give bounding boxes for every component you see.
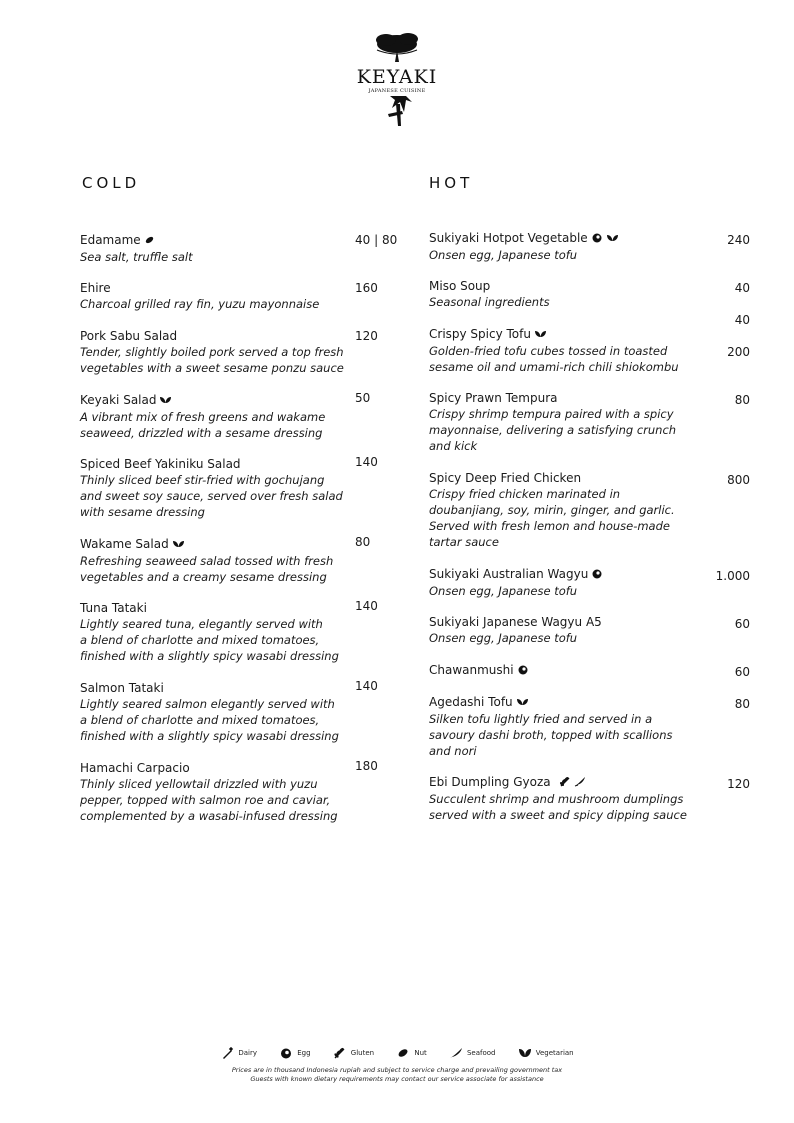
- brand-tagline: JAPANESE CUISINE: [368, 88, 426, 94]
- item-name: Sukiyaki Australian Wagyu: [429, 567, 589, 581]
- section-title-hot: HOT: [429, 174, 474, 192]
- legend-label: Egg: [297, 1049, 311, 1057]
- item-price: 40: [734, 281, 750, 295]
- legend-item: [333, 1047, 374, 1059]
- egg-icon: [591, 567, 603, 583]
- item-name: Hamachi Carpacio: [80, 761, 190, 775]
- vegetarian-icon: [606, 231, 619, 247]
- legend-item: [279, 1047, 310, 1059]
- footer-note-dietary: Guests with known dietary requirements may contact our service associate for assistance: [250, 1075, 544, 1083]
- vegetarian-icon: [516, 695, 529, 711]
- item-desc: pepper, topped with salmon roe and caviar,: [80, 793, 331, 807]
- item-desc: Served with fresh lemon and house-made: [429, 519, 670, 533]
- item-name: Salmon Tataki: [80, 681, 164, 695]
- menu-item: [429, 326, 679, 375]
- section-title-cold: COLD: [82, 174, 141, 192]
- item-desc: Refreshing seaweed salad tossed with fresh: [80, 553, 334, 568]
- item-name: Spicy Prawn Tempura: [429, 391, 558, 405]
- item-name: Keyaki Salad: [80, 393, 157, 407]
- item-desc: Onsen egg, Japanese tofu: [429, 631, 578, 645]
- item-name: Spicy Deep Fried Chicken: [429, 471, 582, 485]
- menu-item: [80, 232, 193, 265]
- menu-item: [429, 614, 602, 646]
- menu-item: [429, 694, 673, 759]
- menu-item: [80, 328, 344, 376]
- item-name: Spiced Beef Yakiniku Salad: [80, 457, 241, 471]
- gluten-icon: [333, 1047, 347, 1059]
- menu-item: [80, 760, 338, 824]
- gluten-icon: [559, 775, 571, 791]
- item-name: Edamame: [80, 233, 141, 247]
- menu-item: [429, 230, 619, 263]
- item-desc: tartar sauce: [429, 535, 499, 549]
- item-desc: and sweet soy sauce, served over fresh salad: [80, 489, 343, 503]
- item-desc: Charcoal grilled ray fin, yuzu mayonnaise: [80, 297, 320, 311]
- item-price: 120: [727, 777, 750, 791]
- legend-label: Nut: [414, 1049, 427, 1057]
- menu-item: [429, 390, 676, 454]
- egg-icon: [591, 231, 603, 247]
- item-desc: Sea salt, truffle salt: [80, 249, 193, 264]
- item-desc: doubanjiang, soy, mirin, ginger, and garlic.: [429, 503, 675, 517]
- legend-item: [518, 1047, 574, 1059]
- item-price: 80: [355, 535, 371, 549]
- item-desc: seaweed, drizzled with a sesame dressing: [80, 425, 323, 440]
- item-price: 800: [727, 473, 750, 487]
- item-desc: and kick: [429, 439, 478, 453]
- vegetarian-icon: [159, 393, 172, 409]
- item-desc: Crispy fried chicken marinated in: [429, 487, 621, 501]
- menu-item: [80, 280, 319, 312]
- item-desc: vegetables with a sweet sesame ponzu sauce: [80, 361, 344, 375]
- item-price: 40: [734, 313, 750, 327]
- legend-label: Seafood: [466, 1049, 496, 1057]
- seafood-icon: [574, 775, 586, 791]
- legend-label: Gluten: [350, 1049, 375, 1057]
- menu-item: [429, 278, 550, 310]
- vegetarian-icon: [172, 537, 185, 553]
- item-desc: finished with a slightly spicy wasabi dressing: [80, 729, 339, 743]
- item-price: 240: [727, 233, 750, 247]
- item-price: 140: [355, 455, 378, 469]
- item-desc: sesame oil and umami-rich chili shiokombu: [429, 359, 679, 374]
- item-desc: savoury dashi broth, topped with scallions: [429, 727, 673, 742]
- item-desc: Thinly sliced beef stir-fried with gochujang: [80, 473, 325, 487]
- item-price: 50: [355, 391, 371, 405]
- legend-item: [396, 1047, 426, 1059]
- dairy-icon: [220, 1047, 234, 1059]
- item-desc: a blend of charlotte and mixed tomatoes,: [80, 633, 320, 647]
- menu-item: [429, 774, 687, 823]
- item-price: 180: [355, 759, 378, 773]
- item-desc: Crispy shrimp tempura paired with a spicy: [429, 407, 674, 421]
- item-price: 40 | 80: [355, 233, 398, 247]
- item-desc: complemented by a wasabi-infused dressing: [80, 809, 338, 823]
- item-desc: Onsen egg, Japanese tofu: [429, 247, 578, 262]
- item-name: Sukiyaki Hotpot Vegetable: [429, 231, 588, 245]
- item-desc: Onsen egg, Japanese tofu: [429, 583, 578, 598]
- item-desc: served with a sweet and spicy dipping sauce: [429, 807, 687, 822]
- item-desc: Succulent shrimp and mushroom dumplings: [429, 791, 684, 806]
- egg-icon: [279, 1047, 293, 1059]
- menu-item: [429, 566, 603, 599]
- item-name: Ehire: [80, 281, 111, 295]
- item-price: 1.000: [715, 569, 750, 583]
- item-desc: Thinly sliced yellowtail drizzled with yuzu: [80, 777, 318, 791]
- item-price: 60: [734, 617, 750, 631]
- nut-icon: [144, 233, 155, 249]
- footer-note-prices: Prices are in thousand Indonesia rupiah and subject to service charge and prevailing government tax: [231, 1066, 563, 1074]
- item-price: 200: [727, 345, 750, 359]
- item-name: Wakame Salad: [80, 537, 169, 551]
- item-desc: and nori: [429, 743, 477, 758]
- allergen-legend: [0, 1047, 794, 1059]
- vegetarian-icon: [518, 1047, 532, 1059]
- item-desc: finished with a slightly spicy wasabi dressing: [80, 649, 339, 663]
- item-desc: Golden-fried tofu cubes tossed in toasted: [429, 343, 668, 358]
- item-price: 140: [355, 599, 378, 613]
- item-desc: with sesame dressing: [80, 505, 205, 519]
- legend-label: Dairy: [238, 1049, 258, 1057]
- item-desc: Lightly seared tuna, elegantly served with: [80, 617, 323, 631]
- menu-item: [429, 662, 529, 679]
- nut-icon: [396, 1047, 410, 1059]
- menu-item: [80, 456, 343, 520]
- item-price: 160: [355, 281, 378, 295]
- item-name: Tuna Tataki: [80, 601, 147, 615]
- legend-label: Vegetarian: [535, 1049, 574, 1057]
- menu-item: [80, 600, 339, 664]
- item-price: 60: [734, 665, 750, 679]
- egg-icon: [517, 663, 529, 679]
- item-name: Chawanmushi: [429, 663, 514, 677]
- item-price: 80: [734, 393, 750, 407]
- item-name: Ebi Dumpling Gyoza: [429, 775, 551, 789]
- item-price: 120: [355, 329, 378, 343]
- item-name: Sukiyaki Japanese Wagyu A5: [429, 615, 602, 629]
- item-desc: vegetables and a creamy sesame dressing: [80, 569, 327, 584]
- item-desc: Silken tofu lightly fried and served in a: [429, 711, 653, 726]
- menu-item: [429, 470, 675, 550]
- legend-item: [449, 1047, 496, 1059]
- item-desc: A vibrant mix of fresh greens and wakame: [80, 409, 326, 424]
- menu-item: [80, 680, 339, 744]
- item-price: 140: [355, 679, 378, 693]
- seafood-icon: [449, 1047, 463, 1059]
- legend-item: [220, 1047, 257, 1059]
- vegetarian-icon: [534, 327, 547, 343]
- item-name: Pork Sabu Salad: [80, 329, 178, 343]
- item-desc: Tender, slightly boiled pork served a top fresh: [80, 345, 344, 359]
- item-desc: a blend of charlotte and mixed tomatoes,: [80, 713, 320, 727]
- item-name: Crispy Spicy Tofu: [429, 327, 531, 341]
- item-name: Agedashi Tofu: [429, 695, 513, 709]
- item-desc: Lightly seared salmon elegantly served with: [80, 697, 335, 711]
- brand-name: KEYAKI: [356, 66, 438, 88]
- item-name: Miso Soup: [429, 279, 491, 293]
- menu-item: [80, 536, 333, 585]
- item-desc: Seasonal ingredients: [429, 295, 550, 309]
- item-desc: mayonnaise, delivering a satisfying crunch: [429, 423, 677, 437]
- item-price: 80: [734, 697, 750, 711]
- menu-item: [80, 392, 325, 441]
